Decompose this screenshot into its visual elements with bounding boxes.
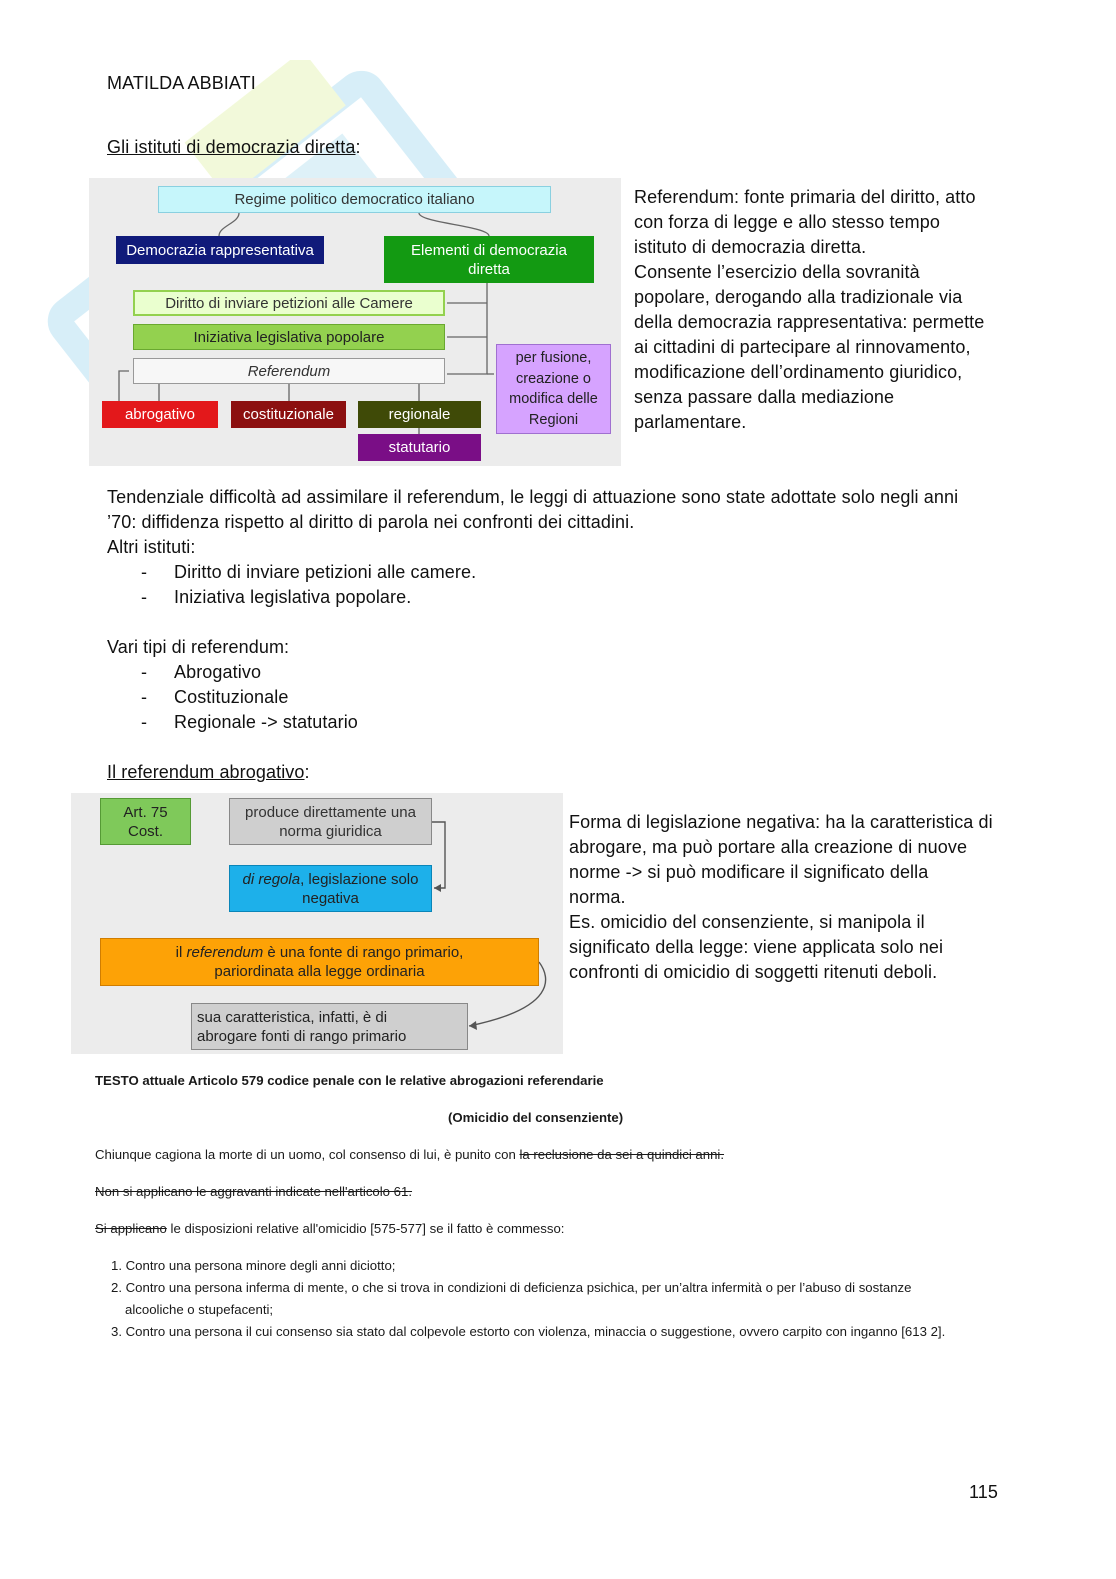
box-costituzionale: costituzionale — [231, 401, 346, 428]
body-paragraph: Tendenziale difficoltà ad assimilare il referendum, le leggi di attuazione sono state adottate solo negli anni ’70: diffidenza rispetto al diritto di parola nei confronti dei cittadini. Altri istituti: - Diritto di inviare petizioni alle camere. - Iniziativa legislativa popolare. Vari tipi di referendum: - Abrogativo - Costituzionale - Regionale -> statutario — [107, 485, 1007, 735]
box-elementi-democrazia-diretta: Elementi di democrazia diretta — [384, 236, 594, 283]
list-item: - Diritto di inviare petizioni alle camere. — [141, 562, 477, 582]
box-regime-politico: Regime politico democratico italiano — [158, 186, 551, 213]
diagram-istituti — [89, 178, 621, 466]
section-title-referendum-abrogativo: Il referendum abrogativo: — [107, 762, 310, 782]
box-regioni-fusione: per fusione, creazione o modifica delle Regioni — [496, 344, 611, 434]
vari-tipi-title: Vari tipi di referendum: — [107, 637, 290, 657]
article-item-2-cont: alcooliche o stupefacenti; — [125, 1302, 274, 1317]
altri-istituti-title: Altri istituti: — [107, 537, 196, 557]
referendum-description: Referendum: fonte primaria del diritto, atto con forza di legge e allo stesso tempo istituto di democrazia diretta. Consente l’esercizio della sovranità popolare, derogando alla tradizionale via della democrazia rappresentativa: permette ai cittadini di partecipare al rinnovamento, modificazione dell’ordinamento giuridico, senza passare dalla mediazione parlamentare. — [634, 187, 985, 432]
list-item: - Costituzionale — [141, 687, 289, 707]
article-item-1: 1. Contro una persona minore degli anni diciotto; — [111, 1258, 396, 1273]
box-abrogativo: abrogativo — [102, 401, 218, 428]
page-number: 115 — [969, 1482, 998, 1502]
author-name: MATILDA ABBIATI — [107, 73, 256, 93]
box-art-75: Art. 75 Cost. — [100, 798, 191, 845]
box-regionale: regionale — [358, 401, 481, 428]
box-fonte-rango-primario: il referendum è una fonte di rango primario, pariordinata alla legge ordinaria — [100, 938, 539, 986]
box-legislazione-negativa: di regola, legislazione solo negativa — [229, 865, 432, 912]
box-statutario: statutario — [358, 434, 481, 461]
abrogativo-description: Forma di legislazione negativa: ha la caratteristica di abrogare, ma può portare alla creazione di nuove norme -> si può modificare il significato della norma. Es. omicidio del consenziente, si manipola il significato della legge: viene applicata solo nei confronti di omicidio di soggetti ritenuti deboli. — [569, 812, 993, 982]
article-subheading: (Omicidio del consenziente) — [448, 1110, 624, 1125]
section-title-democrazia-diretta: Gli istituti di democrazia diretta: — [107, 137, 361, 157]
box-referendum: Referendum — [133, 358, 445, 384]
box-iniziativa-legislativa: Iniziativa legislativa popolare — [133, 324, 445, 350]
list-item: - Iniziativa legislativa popolare. — [141, 587, 412, 607]
article-item-3: 3. Contro una persona il cui consenso sia stato dal colpevole estorto con violenza, minaccia o suggestione, ovvero carpito con inganno [613 2]. — [111, 1324, 946, 1339]
box-petizioni: Diritto di inviare petizioni alle Camere — [133, 290, 445, 316]
box-produce-norma: produce direttamente una norma giuridica — [229, 798, 432, 845]
article-item-2: 2. Contro una persona inferma di mente, o che si trova in condizioni di deficienza psichica, per un’altra infermità o per l’abuso di sostanze — [111, 1280, 912, 1295]
diagram-referendum-abrogativo — [71, 793, 563, 1054]
list-item: - Regionale -> statutario — [141, 712, 358, 732]
list-item: - Abrogativo — [141, 662, 262, 682]
box-democrazia-rappresentativa: Democrazia rappresentativa — [116, 236, 324, 264]
box-caratteristica: sua caratteristica, infatti, è di abrogare fonti di rango primario — [191, 1003, 468, 1050]
article-heading: TESTO attuale Articolo 579 codice penale con le relative abrogazioni referendarie — [95, 1073, 604, 1088]
article-line-3: Si applicano le disposizioni relative all'omicidio [575-577] se il fatto è commesso: — [95, 1221, 565, 1236]
article-line-1: Chiunque cagiona la morte di un uomo, col consenso di lui, è punito con la reclusione da sei a quindici anni. — [95, 1147, 725, 1162]
article-line-2: Non si applicano le aggravanti indicate nell'articolo 61. — [95, 1184, 413, 1199]
